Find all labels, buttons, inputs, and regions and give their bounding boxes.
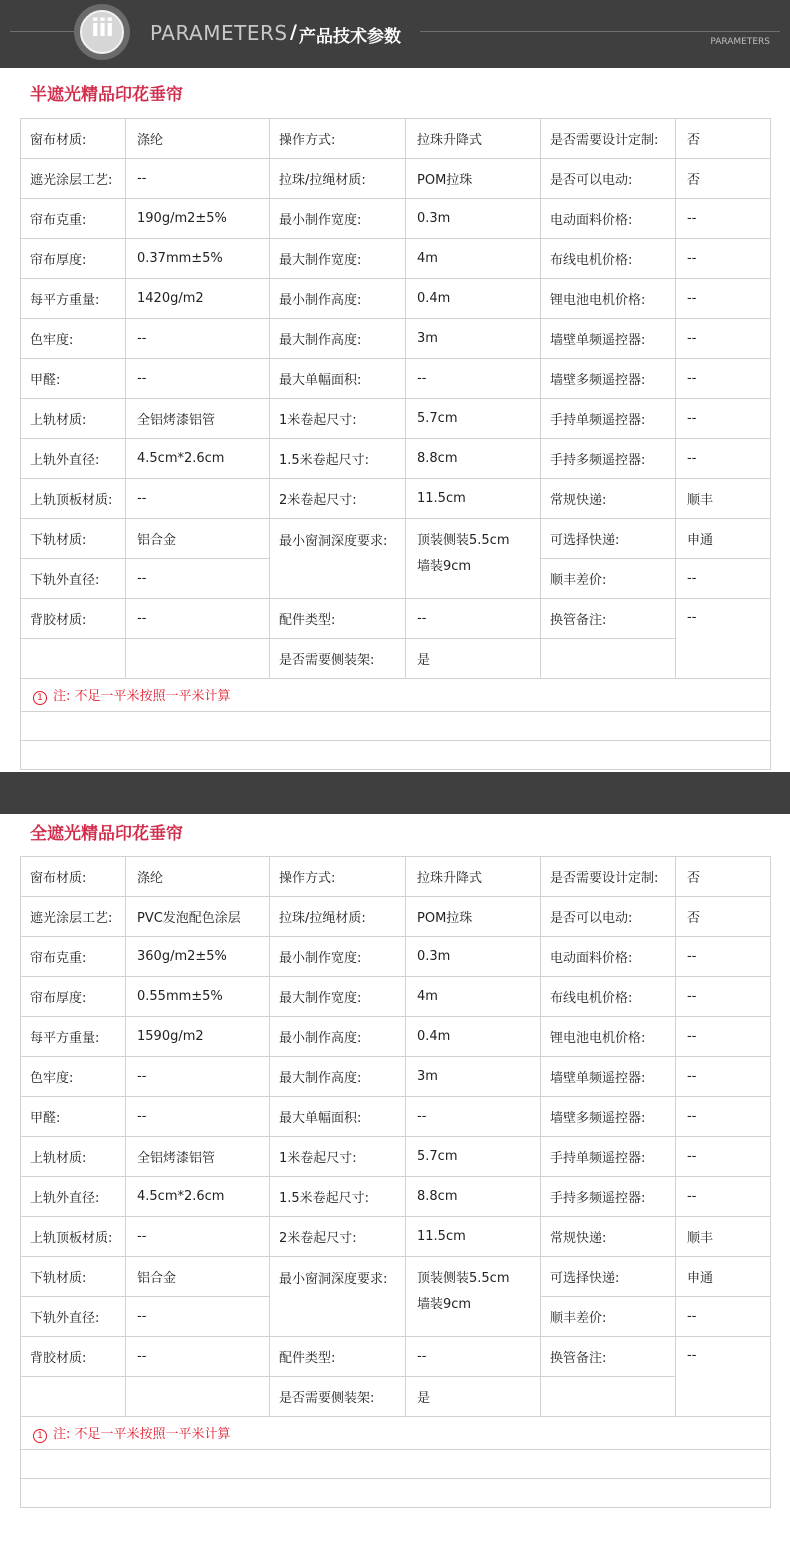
min-depth-value <box>406 1257 541 1337</box>
spec-label: 下轨材质: <box>21 519 126 559</box>
spec-label: 最大单幅面积: <box>270 1097 406 1137</box>
table-row <box>21 1337 771 1377</box>
spec-value: 铝合金 <box>126 1257 270 1297</box>
empty-cell <box>21 741 771 770</box>
header-title-separator: / <box>290 21 297 43</box>
spec-value: -- <box>676 937 771 977</box>
table-row <box>21 897 771 937</box>
circled-number-icon: 1 <box>33 691 47 705</box>
table-row <box>21 359 771 399</box>
spec-value: -- <box>126 1097 270 1137</box>
spec-value: 0.3m <box>406 937 541 977</box>
spec-label: 是否可以电动: <box>541 159 676 199</box>
spec-label: 帘布厚度: <box>21 977 126 1017</box>
table-row <box>21 639 771 679</box>
spec-label: 上轨外直径: <box>21 1177 126 1217</box>
spec-value: -- <box>406 1097 541 1137</box>
spec-value: -- <box>676 1337 771 1417</box>
empty-cell <box>126 1377 270 1417</box>
spec-value: POM拉珠 <box>406 897 541 937</box>
spec-value: -- <box>676 1057 771 1097</box>
spec-label: 帘布厚度: <box>21 239 126 279</box>
spec-label: 最大制作高度: <box>270 319 406 359</box>
table-row <box>21 199 771 239</box>
spec-value: -- <box>676 439 771 479</box>
spec-value: PVC发泡配色涂层 <box>126 897 270 937</box>
spec-value: -- <box>406 1337 541 1377</box>
spec-label: 拉珠/拉绳材质: <box>270 897 406 937</box>
spec-value: 申通 <box>676 1257 771 1297</box>
empty-cell <box>126 639 270 679</box>
spec-label: 色牢度: <box>21 319 126 359</box>
spec-label: 是否可以电动: <box>541 897 676 937</box>
spec-label: 帘布克重: <box>21 199 126 239</box>
table-row <box>21 857 771 897</box>
spec-value: 顺丰 <box>676 479 771 519</box>
table-row <box>21 1377 771 1417</box>
table-row <box>21 1177 771 1217</box>
spec-value: 4m <box>406 239 541 279</box>
spec-value: 是 <box>406 639 541 679</box>
table-row <box>21 479 771 519</box>
spec-value: 4m <box>406 977 541 1017</box>
spec-value: -- <box>126 319 270 359</box>
logo-text: iii <box>91 14 113 42</box>
table-row <box>21 1017 771 1057</box>
spec-value: -- <box>126 559 270 599</box>
spec-value: -- <box>126 479 270 519</box>
spec-label: 可选择快递: <box>541 1257 676 1297</box>
spec-label: 锂电池电机价格: <box>541 279 676 319</box>
spec-value: 1590g/m2 <box>126 1017 270 1057</box>
table-row <box>21 1097 771 1137</box>
empty-cell <box>21 1479 771 1508</box>
spec-label: 色牢度: <box>21 1057 126 1097</box>
section-title-full-blackout: 全遮光精品印花垂帘 <box>30 824 183 844</box>
spec-value: -- <box>676 1017 771 1057</box>
min-depth-line: 顶装侧装5.5cm <box>417 1271 510 1286</box>
spec-label: 下轨材质: <box>21 1257 126 1297</box>
spec-label: 电动面料价格: <box>541 937 676 977</box>
spec-label: 常规快递: <box>541 479 676 519</box>
spec-value: 涤纶 <box>126 857 270 897</box>
spec-label: 墙壁多频遥控器: <box>541 359 676 399</box>
spec-value: 0.55mm±5% <box>126 977 270 1017</box>
spec-value: -- <box>676 1097 771 1137</box>
spec-label: 墙壁多频遥控器: <box>541 1097 676 1137</box>
header-title-cn: 产品技术参数 <box>299 27 401 47</box>
table-row <box>21 1137 771 1177</box>
note-row <box>21 1417 771 1450</box>
spec-label: 最小制作宽度: <box>270 937 406 977</box>
spec-label: 窗布材质: <box>21 857 126 897</box>
spec-value: 0.3m <box>406 199 541 239</box>
empty-cell <box>541 1377 676 1417</box>
spec-value: 11.5cm <box>406 479 541 519</box>
spec-value: 5.7cm <box>406 399 541 439</box>
spec-label: 1米卷起尺寸: <box>270 1137 406 1177</box>
spec-label: 手持多频遥控器: <box>541 439 676 479</box>
spec-value: -- <box>676 977 771 1017</box>
spec-label: 背胶材质: <box>21 599 126 639</box>
spec-label: 2米卷起尺寸: <box>270 1217 406 1257</box>
table-row <box>21 977 771 1017</box>
spec-value: -- <box>126 1217 270 1257</box>
table-row <box>21 239 771 279</box>
spec-value: 0.37mm±5% <box>126 239 270 279</box>
spec-table-full-blackout <box>20 856 771 1508</box>
spec-label: 最大制作宽度: <box>270 977 406 1017</box>
spec-value: -- <box>676 199 771 239</box>
spec-label: 是否需要设计定制: <box>541 857 676 897</box>
spec-value: 11.5cm <box>406 1217 541 1257</box>
spec-label: 是否需要设计定制: <box>541 119 676 159</box>
spec-value: -- <box>676 1137 771 1177</box>
empty-row <box>21 741 771 770</box>
spec-label: 顺丰差价: <box>541 1297 676 1337</box>
spec-label: 最小制作高度: <box>270 1017 406 1057</box>
spec-value: -- <box>676 279 771 319</box>
spec-label: 2米卷起尺寸: <box>270 479 406 519</box>
spec-label: 上轨外直径: <box>21 439 126 479</box>
spec-label: 1米卷起尺寸: <box>270 399 406 439</box>
table-row <box>21 1257 771 1297</box>
header-rule-right <box>420 31 780 32</box>
min-depth-line: 墙装9cm <box>417 559 472 574</box>
spec-value: -- <box>406 599 541 639</box>
spec-value: -- <box>676 399 771 439</box>
spec-label: 手持多频遥控器: <box>541 1177 676 1217</box>
spec-value: 4.5cm*2.6cm <box>126 1177 270 1217</box>
spec-value: POM拉珠 <box>406 159 541 199</box>
spec-value: 否 <box>676 159 771 199</box>
spec-label: 手持单频遥控器: <box>541 399 676 439</box>
spec-value: -- <box>676 599 771 679</box>
spec-label: 最小制作宽度: <box>270 199 406 239</box>
spec-label: 换管备注: <box>541 1337 676 1377</box>
spec-label: 最小窗洞深度要求: <box>270 519 406 599</box>
empty-cell <box>21 1450 771 1479</box>
section-divider <box>0 772 790 814</box>
header-title-en: PARAMETERS <box>150 21 288 45</box>
spec-value: 5.7cm <box>406 1137 541 1177</box>
spec-label: 布线电机价格: <box>541 239 676 279</box>
spec-label: 最小窗洞深度要求: <box>270 1257 406 1337</box>
spec-value: -- <box>406 359 541 399</box>
spec-value: 全铝烤漆铝管 <box>126 1137 270 1177</box>
circled-number-icon: 1 <box>33 1429 47 1443</box>
empty-row <box>21 1450 771 1479</box>
empty-cell <box>541 639 676 679</box>
header-tag: PARAMETERS <box>710 37 770 47</box>
spec-value: 拉珠升降式 <box>406 119 541 159</box>
spec-label: 上轨材质: <box>21 1137 126 1177</box>
spec-label: 1.5米卷起尺寸: <box>270 439 406 479</box>
spec-value: -- <box>676 1297 771 1337</box>
spec-value: 顺丰 <box>676 1217 771 1257</box>
spec-value: 190g/m2±5% <box>126 199 270 239</box>
spec-table-semi-blackout <box>20 118 771 770</box>
spec-value: -- <box>126 1337 270 1377</box>
empty-cell <box>21 1377 126 1417</box>
spec-label: 甲醛: <box>21 359 126 399</box>
spec-label: 手持单频遥控器: <box>541 1137 676 1177</box>
spec-label: 遮光涂层工艺: <box>21 897 126 937</box>
spec-label: 下轨外直径: <box>21 559 126 599</box>
spec-label: 配件类型: <box>270 1337 406 1377</box>
min-depth-line: 墙装9cm <box>417 1297 472 1312</box>
spec-value: -- <box>126 1057 270 1097</box>
spec-label: 每平方重量: <box>21 279 126 319</box>
spec-label: 遮光涂层工艺: <box>21 159 126 199</box>
header-rule-left <box>10 31 74 32</box>
spec-label: 最小制作高度: <box>270 279 406 319</box>
note-cell <box>21 679 771 712</box>
parameters-header <box>0 0 790 68</box>
note-cell <box>21 1417 771 1450</box>
spec-label: 锂电池电机价格: <box>541 1017 676 1057</box>
table-row <box>21 159 771 199</box>
spec-label: 操作方式: <box>270 119 406 159</box>
note-text: 注: 不足一平米按照一平米计算 <box>53 689 231 704</box>
spec-value: 否 <box>676 857 771 897</box>
spec-value: -- <box>126 1297 270 1337</box>
spec-value: 申通 <box>676 519 771 559</box>
spec-label: 布线电机价格: <box>541 977 676 1017</box>
spec-value: -- <box>126 159 270 199</box>
spec-label: 墙壁单频遥控器: <box>541 319 676 359</box>
empty-row <box>21 1479 771 1508</box>
spec-value: -- <box>126 359 270 399</box>
empty-row <box>21 712 771 741</box>
spec-label: 每平方重量: <box>21 1017 126 1057</box>
table-row <box>21 279 771 319</box>
spec-label: 可选择快递: <box>541 519 676 559</box>
spec-label: 最大制作高度: <box>270 1057 406 1097</box>
spec-label: 墙壁单频遥控器: <box>541 1057 676 1097</box>
spec-label: 拉珠/拉绳材质: <box>270 159 406 199</box>
spec-label: 配件类型: <box>270 599 406 639</box>
spec-label: 上轨顶板材质: <box>21 1217 126 1257</box>
spec-label: 下轨外直径: <box>21 1297 126 1337</box>
spec-label: 操作方式: <box>270 857 406 897</box>
spec-label: 最大单幅面积: <box>270 359 406 399</box>
spec-value: -- <box>676 359 771 399</box>
table-row <box>21 439 771 479</box>
table-row <box>21 1057 771 1097</box>
spec-value: -- <box>676 559 771 599</box>
spec-label: 常规快递: <box>541 1217 676 1257</box>
spec-label: 背胶材质: <box>21 1337 126 1377</box>
spec-label: 上轨顶板材质: <box>21 479 126 519</box>
note-row <box>21 679 771 712</box>
spec-label: 是否需要侧装架: <box>270 1377 406 1417</box>
table-row <box>21 319 771 359</box>
table-row <box>21 399 771 439</box>
spec-label: 1.5米卷起尺寸: <box>270 1177 406 1217</box>
empty-cell <box>21 639 126 679</box>
spec-label: 顺丰差价: <box>541 559 676 599</box>
min-depth-value <box>406 519 541 599</box>
spec-label: 上轨材质: <box>21 399 126 439</box>
spec-value: 0.4m <box>406 1017 541 1057</box>
spec-value: -- <box>676 1177 771 1217</box>
spec-label: 窗布材质: <box>21 119 126 159</box>
spec-value: 8.8cm <box>406 439 541 479</box>
table-row <box>21 519 771 559</box>
spec-label: 电动面料价格: <box>541 199 676 239</box>
table-row <box>21 119 771 159</box>
spec-value: 4.5cm*2.6cm <box>126 439 270 479</box>
spec-value: 否 <box>676 119 771 159</box>
table-row <box>21 937 771 977</box>
spec-value: -- <box>676 319 771 359</box>
spec-value: 涤纶 <box>126 119 270 159</box>
spec-label: 换管备注: <box>541 599 676 639</box>
spec-value: 拉珠升降式 <box>406 857 541 897</box>
spec-label: 甲醛: <box>21 1097 126 1137</box>
note-text: 注: 不足一平米按照一平米计算 <box>53 1427 231 1442</box>
spec-value: 否 <box>676 897 771 937</box>
spec-value: 8.8cm <box>406 1177 541 1217</box>
spec-value: -- <box>126 599 270 639</box>
spec-value: 铝合金 <box>126 519 270 559</box>
spec-value: 1420g/m2 <box>126 279 270 319</box>
spec-value: 是 <box>406 1377 541 1417</box>
spec-label: 帘布克重: <box>21 937 126 977</box>
spec-value: 3m <box>406 1057 541 1097</box>
section-title-semi-blackout: 半遮光精品印花垂帘 <box>30 85 183 105</box>
empty-cell <box>21 712 771 741</box>
spec-value: 3m <box>406 319 541 359</box>
spec-value: 0.4m <box>406 279 541 319</box>
spec-value: -- <box>676 239 771 279</box>
spec-value: 360g/m2±5% <box>126 937 270 977</box>
spec-label: 最大制作宽度: <box>270 239 406 279</box>
table-row <box>21 1217 771 1257</box>
table-row <box>21 599 771 639</box>
spec-value: 全铝烤漆铝管 <box>126 399 270 439</box>
spec-label: 是否需要侧装架: <box>270 639 406 679</box>
min-depth-line: 顶装侧装5.5cm <box>417 533 510 548</box>
